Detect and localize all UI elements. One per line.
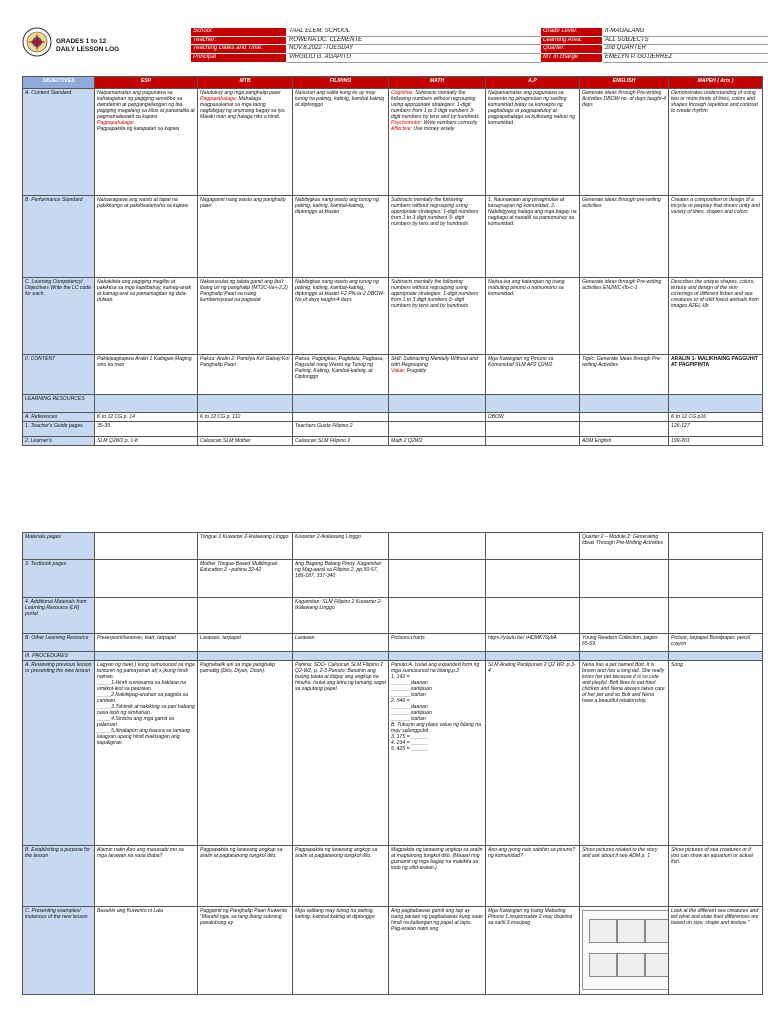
dll-header [22, 27, 760, 71]
teacher-label: Teacher: [191, 36, 287, 45]
area-value: ALL SUBJECTS [603, 36, 768, 45]
cell-math: Panuto:A. Isulat ang expanded form ng mga sumusunod na bilang.p.2 1. 142 = _______daanan _______sampuan _______isahan 2. 546 = _______daanan _______sampuan _______isahan B. Tukuyin ang place value ng bilang na may salungguhit 3. 175 = ______ 4. 234 = ______ 5. 425 = ______ [389, 661, 486, 846]
story-illustration-image [582, 910, 669, 990]
cell-math: Magpakita ng larawang angkop sa aralin at magtanong tungkol dito. (Maaari ring gumamit ng mga bagay na makikita sa loob ng silid-aralan.) [389, 846, 486, 907]
cell-esp: Basahin ang Kuwento ni Lala [95, 907, 198, 995]
cell-english: Show pictures related to the story and ask about it see ADM p. 1 [580, 846, 669, 907]
row-label: 1. Teacher's Guide pages [23, 422, 95, 437]
dates-label: Teaching Dates and Time: [191, 45, 287, 54]
cell-text: Pagpapakita ng katapatan sa kapwa [97, 126, 180, 132]
deped-seal-icon [22, 27, 52, 57]
cell-english: Topic: Generate Ideas through Pre-writing Activities [580, 355, 669, 395]
cell-filipino: Paksa: Pagbigkas, Pagbilala, Pagbasa, Pagsulat nang Wasto ng Tunog ng Patinig, Katinig, Kambal-katinig, at Diptonggo [293, 355, 389, 395]
cell-english [580, 413, 669, 422]
cell-english: ADM English [580, 437, 669, 446]
col-mtb: MTB [198, 77, 293, 89]
cell-empty [198, 652, 293, 661]
area-label: Learning Area: [541, 36, 603, 45]
cell-ap: Ano ang iyong nais sabihin sa pinuno?ng komunidad? [486, 846, 580, 907]
cell-esp: Pakikipagkapwa Aralin 1 Kaibigan,Maging sino ka man [95, 355, 198, 395]
cell-math: Subtracts mentally the following numbers without regrouping using appropriate strategies: 1-digit numbers from 1 to 3 digit numbers 3- digit numbers by tens and by hundreds [389, 278, 486, 355]
row-label: C. Presenting examples/ instances of the new lesson [23, 907, 95, 995]
cell-math: Subtracts mentally the following numbers without regrouping using appropriate strategies: 1-digit numbers from 1 to 3 digit numbers 3- digit numbers by tens and by hundreds [389, 196, 486, 278]
col-math: MATH [389, 77, 486, 89]
cell-empty [293, 395, 389, 413]
row-performance-standard [23, 196, 763, 278]
cell-esp: Lagyan ng tsek( ) kung sumusunod sa mga tuntunin ng pamayanan at( x )kung hindi naman. _____1.Hindi sumasama sa kaklase na umiikot-ikot sa paaralan. _____2.Nakikipag-unahan sa pagpila sa canteen. _____3.Tahimik at nakikinig sa pari habang nasa loob ng simbahan. _____4.Sinisira ang mga gamit sa palaruan. _____5.Itinatapon ang basura sa tamang lalagyan upang hindi makisagan ang kapaligiran. [95, 661, 198, 846]
cell-ap: 1. Naunawaan ang pinagmulan at kasaysayan ng komunidad. 2. Nabibigyang halaga ang mga bagay na nagbago at nanatili sa pamumuhay sa komunidad. [486, 196, 580, 278]
cell-ap: SLM Araling Panlipunan 2 Q2 W2: p.3-4 [486, 661, 580, 846]
cell-filipino: Nabibigkas nang wasto ang tunog ng patinig, katinig, kambal-katinig, diptonggo at klaster F2 PN-Ia-2 DBOW-No.of days taught-4 days [293, 278, 389, 355]
illustration-panel [617, 919, 645, 943]
cell-text: Write numbers correctly [423, 120, 478, 126]
cell-value-label: Psychomotor: [391, 120, 423, 126]
cell-mtb: Paghahalik ani sa mga panghalip pamatlig (Dito, Diyan, Doon). [198, 661, 293, 846]
illustration-panel [589, 919, 617, 943]
row-label: A. Reviewing previous lesson or presenting the new lesson [23, 661, 95, 846]
illustration-panel [645, 953, 669, 977]
cell-math: Ang pagbabawas gamit ang isip ay isang paraan ng pagbabawas kung saan hindi na kailangan ng papel at lapis. Pag-aralan natin ang [389, 907, 486, 995]
cell-ap: Naipamamalas ang pagunawa sa kuwento ng pinagmulan ng sariling komunidad batay sa konsepto ng pagbabago at pagpapatuloy at pagpapahalaga sa kulturang nabuo ng komunidad. [486, 89, 580, 196]
mt-value: EMELYN P. GUTIERREZ [603, 54, 768, 63]
cell-mapeh: K to 12 CG p16 [669, 413, 763, 422]
cell-mapeh [669, 598, 763, 634]
cell-english [580, 422, 669, 437]
cell-empty [580, 652, 669, 661]
cell-english: Generate ideas through Pre-writing activities EN2WC-IIb-c-1 [580, 278, 669, 355]
cell-mapeh: 199-201 [669, 437, 763, 446]
row-learners [23, 437, 763, 446]
row-label: 2. Learner's [23, 437, 95, 446]
cell-mtb [198, 89, 293, 196]
cell-text: Frugality [406, 368, 427, 374]
row-learning-resources [23, 395, 763, 413]
cell-value-label: Pagpapahalaga: [200, 96, 238, 102]
cell-ap [486, 560, 580, 598]
cell-mtb [198, 598, 293, 634]
cell-mapeh: Picture, tarpapel Bondpaper, pencil crayon [669, 634, 763, 652]
cell-esp: Naisasagawa ang wasto at tapat na pakikitungo at pakikisalamuha sa kapwa [95, 196, 198, 278]
cell-filipino: Teachers Guide Filipino 2 [293, 422, 389, 437]
cell-mtb: Pagpapakita ng larawang angkop sa aralin at pagtatanong tungkol dito. [198, 846, 293, 907]
cell-value-label: Cognitive: [391, 90, 414, 96]
cell-mtb: Nakasusulat ng talata gamit ang iba't ibang uri ng panghalip (MT2C-IIa-i-2.2) Panghalip Paari sa isang kumbensyunal na pagsulat [198, 278, 293, 355]
school-value: TAAL ELEM. SCHOOL [287, 28, 541, 37]
lesson-table-top [22, 76, 763, 446]
row-label: III. PROCEDURES [23, 652, 95, 661]
title-line-2: DAILY LESSON LOG [56, 46, 120, 53]
cell-empty [486, 395, 580, 413]
cell-ap: https://youtu.be/ rHDMK76ybA [486, 634, 580, 652]
principal-label: Principal [191, 54, 287, 63]
col-objectives: OBJECTIVES [23, 77, 95, 89]
row-label: B. Establishing a purpose for the lesson [23, 846, 95, 907]
row-teachers-guide [23, 422, 763, 437]
cell-esp: Powerpoint/larawan, tsart, tarpapel [95, 634, 198, 652]
cell-filipino: Kuwarter 2-Ikalawang Linggo [293, 533, 389, 560]
row-presenting-examples [23, 907, 763, 995]
row-label: B. Other Learning Resource [23, 634, 95, 652]
row-label: A. Content Standard [23, 89, 95, 196]
row-label: II. CONTENT [23, 355, 95, 395]
cell-empty [669, 395, 763, 413]
row-materials-pages [23, 533, 763, 560]
cell-mapeh: Song [669, 661, 763, 846]
row-label: A. References [23, 413, 95, 422]
row-establishing-purpose [23, 846, 763, 907]
cell-mtb: Caloocan SLM Mother [198, 437, 293, 446]
cell-mapeh: Look at the different sea creatures and tell what and state their differences are based on size, shape and texture." [669, 907, 763, 995]
cell-filipino: Ang Bagong Batang Pinoy, Kagamitan ng Mag-aaral sa Filipino 2, pp.50-57, 185-187, 337-340 [293, 560, 389, 598]
cell-value-label: Pagpapahalaga: [97, 120, 135, 126]
cell-mapeh: Show pictures of sea creatures or if you can show an aquarium or actual fish. [669, 846, 763, 907]
illustration-panel [589, 953, 617, 977]
cell-esp [95, 533, 198, 560]
cell-english: Young Readers Collection, pages 65-69. [580, 634, 669, 652]
cell-mapeh: ARALIN 1- MALIKHAING PAGGUHIT AT PAGPIPINTA [669, 355, 763, 395]
cell-filipino: Pagpapakita ng larawang angkop sa aralin at pagtatanong tungkol dito. [293, 846, 389, 907]
cell-filipino: Caloocan SLM Filipino 2 [293, 437, 389, 446]
cell-esp [95, 598, 198, 634]
cell-filipino: Nasusuri ang salita kung ito ay may tunog na patinig, katinig, kambal katinig at diptonggo [293, 89, 389, 196]
cell-esp: K to 12 CG p. 14 [95, 413, 198, 422]
row-learning-competency [23, 278, 763, 355]
row-content-standard [23, 89, 763, 196]
illustration-panel [617, 953, 645, 977]
column-header-row [23, 77, 763, 89]
grade-value: II-MAGALANG [603, 28, 768, 37]
illustration-panel [645, 919, 669, 943]
row-references [23, 413, 763, 422]
cell-mapeh [669, 533, 763, 560]
title-line-1: GRADES 1 to 12 [56, 38, 107, 45]
cell-math [389, 355, 486, 395]
cell-mtb [198, 422, 293, 437]
cell-empty [95, 395, 198, 413]
cell-english: Nena has a pet named Bolt. It is brown and has a long tail. She really loves her pet because it is so cute and playful. Bolt likes to eat fried chicken and Nena always takes care of her pet and so Bolt and Nena have a beautiful relationship. [580, 661, 669, 846]
cell-math [389, 422, 486, 437]
cell-ap: Mga Katangian ng Pinuno sa Komunidad SLM AP2 Q2W2 [486, 355, 580, 395]
cell-ap [486, 533, 580, 560]
cell-value-label: Value: [391, 368, 406, 374]
cell-mtb: K to 12 CG p. 112 [198, 413, 293, 422]
cell-filipino [293, 413, 389, 422]
row-label: Materials pages [23, 533, 95, 560]
cell-filipino: Nabibigkas nang wasto ang tunog ng patinig, katinig, kambal-katinig, diptonggo at klaster [293, 196, 389, 278]
quarter-label: Quarter: [541, 45, 603, 54]
col-esp: ESP [95, 77, 198, 89]
cell-mapeh: 126-127 [669, 422, 763, 437]
row-reviewing-previous-lesson [23, 661, 763, 846]
cell-text: Naipamamalas ang pagunawa sa kahalagahan ng pagiging sensitibo sa damdamin at pangangailangan ng iba, pagiging magalang sa kilos at pananalita at pagmamalasakit sa kapwa [97, 90, 195, 120]
cell-empty [486, 652, 580, 661]
cell-value-label: Affective: [391, 126, 412, 132]
cell-mapeh [669, 560, 763, 598]
row-label: 4. Additional Materials from Learning Resource (LR) portal [23, 598, 95, 634]
cell-esp: SLM Q2W2 p. 1-8 [95, 437, 198, 446]
cell-empty [389, 652, 486, 661]
cell-mapeh: Demonstrates understanding of using two or more kinds of lines, colors and shapes through repetition and contrast to create rhythm [669, 89, 763, 196]
cell-math: Math 2 Q2W2 [389, 437, 486, 446]
lesson-table-bottom [22, 532, 763, 995]
dll-title [56, 38, 119, 54]
row-procedures [23, 652, 763, 661]
cell-math: Pictures,charts [389, 634, 486, 652]
cell-empty [669, 652, 763, 661]
mt-label: MT in charge [541, 54, 603, 63]
cell-empty [95, 652, 198, 661]
row-textbook-pages [23, 560, 763, 598]
school-label: School: [191, 28, 287, 37]
row-label: 3. Textbook pages [23, 560, 95, 598]
cell-filipino: Kagamitan: SLM Filipino 2 Kuwarter 2-Ikalawang Linggo [293, 598, 389, 634]
row-label: B. Performance Standard [23, 196, 95, 278]
row-label: C. Learning Competency/ Objectives Write the LC code for each. [23, 278, 95, 355]
cell-filipino: Mga salitang may tunog na patinig, katinig, kambal katinig at diptonggo [293, 907, 389, 995]
teacher-value: ROWENA DC. CLEMENTE [287, 36, 541, 45]
cell-mtb: Mother Tongue-Based Multilingual Education 2 - pahina 32-42 [198, 560, 293, 598]
cell-mtb: Paggamit ng Panghalip Paari Kuwento "Marahil nga, sa tang ibang sobrang pasalubong ay [198, 907, 293, 995]
cell-math [389, 560, 486, 598]
cell-english: Generate ideas through Pre-writing Activities DBOW-no. of days taught-4 days [580, 89, 669, 196]
cell-math [389, 533, 486, 560]
col-mapeh: MAPEH ( Arts ) [669, 77, 763, 89]
cell-mapeh: Creates a composition or design of a tricycle or jeepney that shows unity and variety of lines, shapes and colors [669, 196, 763, 278]
cell-mtb: Tongue 2 Kuwarter 2-Ikalawang Linggo [198, 533, 293, 560]
dates-value: NOV.8,2022 -TUESDAY [287, 45, 541, 54]
cell-text: Mahalaga magpasalamat sa mga taong nagbibigay ng anumang bagay sa iyo. Maiaki man ang halaga nito o hindi. [200, 96, 286, 120]
cell-mtb: Nagagamit nang wasto ang panghalip paari [198, 196, 293, 278]
cell-empty [389, 395, 486, 413]
principal-value: VIRGILIO G. AGAPITO [287, 54, 541, 63]
cell-empty [293, 652, 389, 661]
cell-english [580, 907, 669, 995]
cell-ap [486, 437, 580, 446]
cell-ap [486, 598, 580, 634]
cell-text: Natutukoy ang mga panghalip paari [200, 90, 281, 96]
cell-empty [580, 395, 669, 413]
cell-empty [198, 395, 293, 413]
cell-english: Quarter 2 – Module 2: Generating Ideas Through Pre-Writing Activities [580, 533, 669, 560]
cell-text: Subtracts mentally the following numbers without regrouping using appropriate strategies: 1-digit numbers from 1 to 3 digit numbers 3-digit numbers by tens and by hundreds [391, 90, 479, 120]
cell-english [580, 598, 669, 634]
col-filipino: FILIPINO [293, 77, 389, 89]
row-label: LEARNING RESOURCES [23, 395, 95, 413]
cell-mapeh: Describes the unique shapes, colors, texture and design of the skin coverings of different fishes and sea creatures or of wild forest animals from images A2EL-IIb [669, 278, 763, 355]
cell-text: Use money wisely [413, 126, 455, 132]
cell-ap: Mga Katangian ng Isang Mabuting Pinuno 1.responsable 2.may disiplina sa sarili 3.masipag [486, 907, 580, 995]
cell-math [389, 598, 486, 634]
cell-filipino: Pahina: SDO- Caloocan SLM Filipino 2 Q2-W2, p. 2-3 Panuto: Basahin ang buong talata at ibigay ang angkop na hinuha. Isulat ang letra ng tamang sagot sa sagutang papel. [293, 661, 389, 846]
row-other-learning-resource [23, 634, 763, 652]
cell-text: Skill: Subtracting Mentally Without and with Regrouping [391, 356, 478, 368]
cell-esp: 35-39 [95, 422, 198, 437]
cell-esp [95, 89, 198, 196]
grade-label: Grade Level: [541, 28, 603, 37]
cell-ap: DBOW [486, 413, 580, 422]
cell-esp: Nakakikita ang pagiging magiliw at pakikiisa sa mga kapitbahay, kamag-anak at kamag-aral sa pamamagitan ng dula-dulaan. [95, 278, 198, 355]
cell-mtb: Paksa: Aralin 2: Pamilya Ko! Gabay Ko! Panghalip Paari [198, 355, 293, 395]
cell-esp: Alamin natin Ano ang masasabi mo sa mga larawan na nasa ibaba? [95, 846, 198, 907]
row-additional-materials [23, 598, 763, 634]
cell-filipino: Larawan [293, 634, 389, 652]
cell-ap [486, 422, 580, 437]
cell-math [389, 413, 486, 422]
quarter-value: 2nd QUARTER [603, 45, 768, 54]
cell-english: Generate ideas through pre-writing activities [580, 196, 669, 278]
col-ap: A.P [486, 77, 580, 89]
row-content [23, 355, 763, 395]
col-english: ENGLISH [580, 77, 669, 89]
cell-mtb: Larawan, tarpapel [198, 634, 293, 652]
cell-esp [95, 560, 198, 598]
cell-math [389, 89, 486, 196]
cell-english [580, 560, 669, 598]
cell-ap: Naiisa-isa ang katangian ng isang mabuting pinuno o namumuno sa komunidad. [486, 278, 580, 355]
header-info-table [190, 27, 768, 63]
